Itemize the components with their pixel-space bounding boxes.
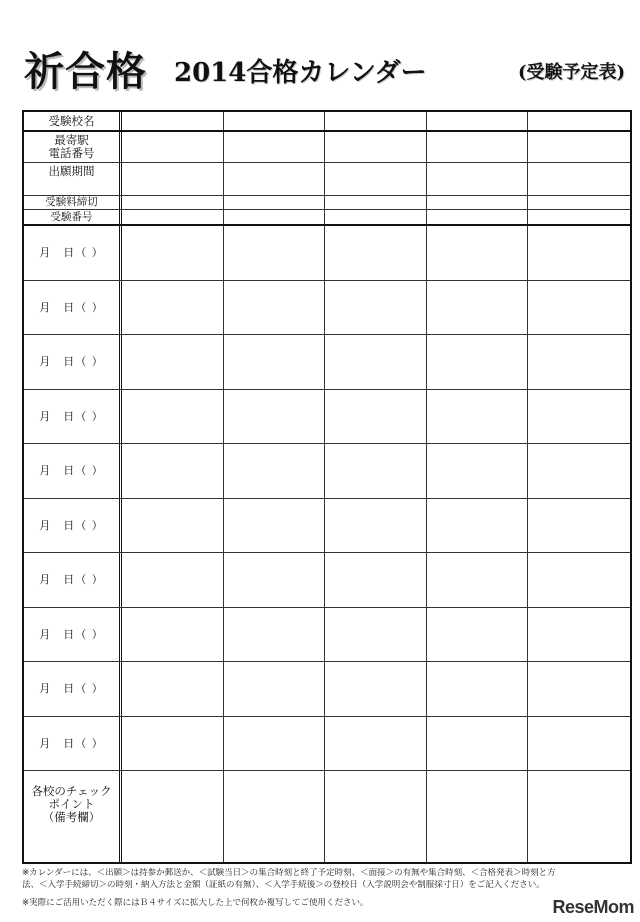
table-cell[interactable] [122, 608, 224, 662]
table-cell[interactable] [325, 499, 427, 553]
table-cell[interactable] [224, 132, 326, 162]
row-label: 受験料締切 [24, 196, 122, 209]
table-cell[interactable] [528, 662, 630, 716]
title-paren: (受験予定表) [518, 62, 626, 83]
table-cell[interactable] [427, 112, 529, 130]
row-exam-number [24, 210, 630, 226]
row-station-phone [24, 132, 630, 163]
row-label: 受験校名 [24, 112, 122, 130]
date-row-label: 月 日（ ） [24, 226, 122, 280]
table-cell[interactable] [224, 771, 326, 862]
table-cell[interactable] [427, 717, 529, 771]
table-cell[interactable] [122, 390, 224, 444]
table-cell[interactable] [325, 163, 427, 195]
table-cell[interactable] [224, 163, 326, 195]
table-cell[interactable] [528, 608, 630, 662]
table-cell[interactable] [122, 444, 224, 498]
table-cell[interactable] [224, 717, 326, 771]
table-cell[interactable] [224, 662, 326, 716]
table-cell[interactable] [122, 553, 224, 607]
table-cell[interactable] [325, 553, 427, 607]
note-line-2: 法、＜入学手続締切＞の時刻・納入方法と金額（証紙の有無）、＜入学手続後＞の登校日（入学説明会や制服採寸日）をご記入ください。 [22, 880, 545, 890]
table-cell[interactable] [122, 210, 224, 224]
date-row [24, 499, 630, 554]
date-row [24, 281, 630, 336]
row-label: 各校のチェック ポイント （備考欄） [24, 771, 122, 862]
table-cell[interactable] [427, 444, 529, 498]
table-cell[interactable] [427, 163, 529, 195]
table-cell[interactable] [325, 608, 427, 662]
table-cell[interactable] [224, 196, 326, 209]
table-cell[interactable] [122, 335, 224, 389]
note-line-3: ※実際にご活用いただく際にはＢ４サイズに拡大した上で何枚か複写してご使用ください。 [22, 898, 369, 908]
table-cell[interactable] [427, 390, 529, 444]
table-cell[interactable] [224, 335, 326, 389]
table-cell[interactable] [528, 553, 630, 607]
table-cell[interactable] [427, 132, 529, 162]
table-cell[interactable] [528, 196, 630, 209]
table-cell[interactable] [122, 196, 224, 209]
row-application-period [24, 163, 630, 196]
date-row-label: 月 日（ ） [24, 499, 122, 553]
table-cell[interactable] [427, 281, 529, 335]
row-school-name [24, 112, 630, 132]
date-row-label: 月 日（ ） [24, 335, 122, 389]
row-check-points [24, 771, 630, 862]
table-cell[interactable] [224, 499, 326, 553]
table-cell[interactable] [528, 335, 630, 389]
table-cell[interactable] [528, 444, 630, 498]
date-row [24, 608, 630, 663]
table-cell[interactable] [325, 717, 427, 771]
row-label: 受験番号 [24, 210, 122, 224]
table-cell[interactable] [122, 771, 224, 862]
table-cell[interactable] [224, 226, 326, 280]
title-main: 祈合格 [24, 48, 147, 95]
table-cell[interactable] [325, 444, 427, 498]
table-cell[interactable] [427, 196, 529, 209]
note-line-1: ※カレンダーには、＜出願＞は持参か郵送か、＜試験当日＞の集合時刻と終了予定時刻、＜面接＞の有無や集合時刻、＜合格発表＞時刻と方 [22, 868, 556, 878]
date-row-label: 月 日（ ） [24, 608, 122, 662]
calendar-grid [22, 110, 632, 864]
date-row-label: 月 日（ ） [24, 390, 122, 444]
table-cell[interactable] [325, 662, 427, 716]
row-label: 出願期間 [24, 163, 122, 195]
table-cell[interactable] [427, 335, 529, 389]
title-sub: 2014合格カレンダー [174, 58, 427, 88]
table-cell[interactable] [224, 112, 326, 130]
resemom-logo: ReseMom [552, 897, 634, 917]
table-cell[interactable] [122, 112, 224, 130]
row-label: 最寄駅 電話番号 [24, 132, 122, 162]
table-cell[interactable] [427, 553, 529, 607]
table-cell[interactable] [325, 226, 427, 280]
table-cell[interactable] [224, 444, 326, 498]
table-cell[interactable] [528, 112, 630, 130]
table-cell[interactable] [325, 132, 427, 162]
table-cell[interactable] [427, 499, 529, 553]
table-cell[interactable] [325, 196, 427, 209]
title-block [24, 40, 624, 100]
table-cell[interactable] [325, 390, 427, 444]
table-cell[interactable] [325, 771, 427, 862]
table-cell[interactable] [325, 112, 427, 130]
row-fee-deadline [24, 196, 630, 210]
table-cell[interactable] [325, 335, 427, 389]
table-cell[interactable] [224, 608, 326, 662]
table-cell[interactable] [122, 281, 224, 335]
table-cell[interactable] [528, 132, 630, 162]
table-cell[interactable] [427, 771, 529, 862]
date-row [24, 444, 630, 499]
table-cell[interactable] [427, 662, 529, 716]
table-cell[interactable] [528, 163, 630, 195]
table-cell[interactable] [528, 771, 630, 862]
date-row-label: 月 日（ ） [24, 444, 122, 498]
table-cell[interactable] [122, 226, 224, 280]
table-cell[interactable] [122, 163, 224, 195]
date-row [24, 553, 630, 608]
date-row [24, 717, 630, 772]
table-cell[interactable] [528, 210, 630, 224]
table-cell[interactable] [122, 499, 224, 553]
table-cell[interactable] [528, 717, 630, 771]
date-row [24, 226, 630, 281]
table-cell[interactable] [224, 281, 326, 335]
date-row-label: 月 日（ ） [24, 662, 122, 716]
table-cell[interactable] [528, 226, 630, 280]
date-row-label: 月 日（ ） [24, 717, 122, 771]
table-cell[interactable] [224, 390, 326, 444]
table-cell[interactable] [427, 210, 529, 224]
table-cell[interactable] [122, 132, 224, 162]
date-row [24, 390, 630, 445]
table-cell[interactable] [528, 281, 630, 335]
date-row-label: 月 日（ ） [24, 281, 122, 335]
table-cell[interactable] [224, 210, 326, 224]
table-cell[interactable] [122, 717, 224, 771]
table-cell[interactable] [528, 390, 630, 444]
table-cell[interactable] [122, 662, 224, 716]
table-cell[interactable] [325, 281, 427, 335]
table-cell[interactable] [224, 553, 326, 607]
date-row [24, 662, 630, 717]
table-cell[interactable] [528, 499, 630, 553]
date-row [24, 335, 630, 390]
table-cell[interactable] [325, 210, 427, 224]
table-cell[interactable] [427, 226, 529, 280]
table-cell[interactable] [427, 608, 529, 662]
date-row-label: 月 日（ ） [24, 553, 122, 607]
